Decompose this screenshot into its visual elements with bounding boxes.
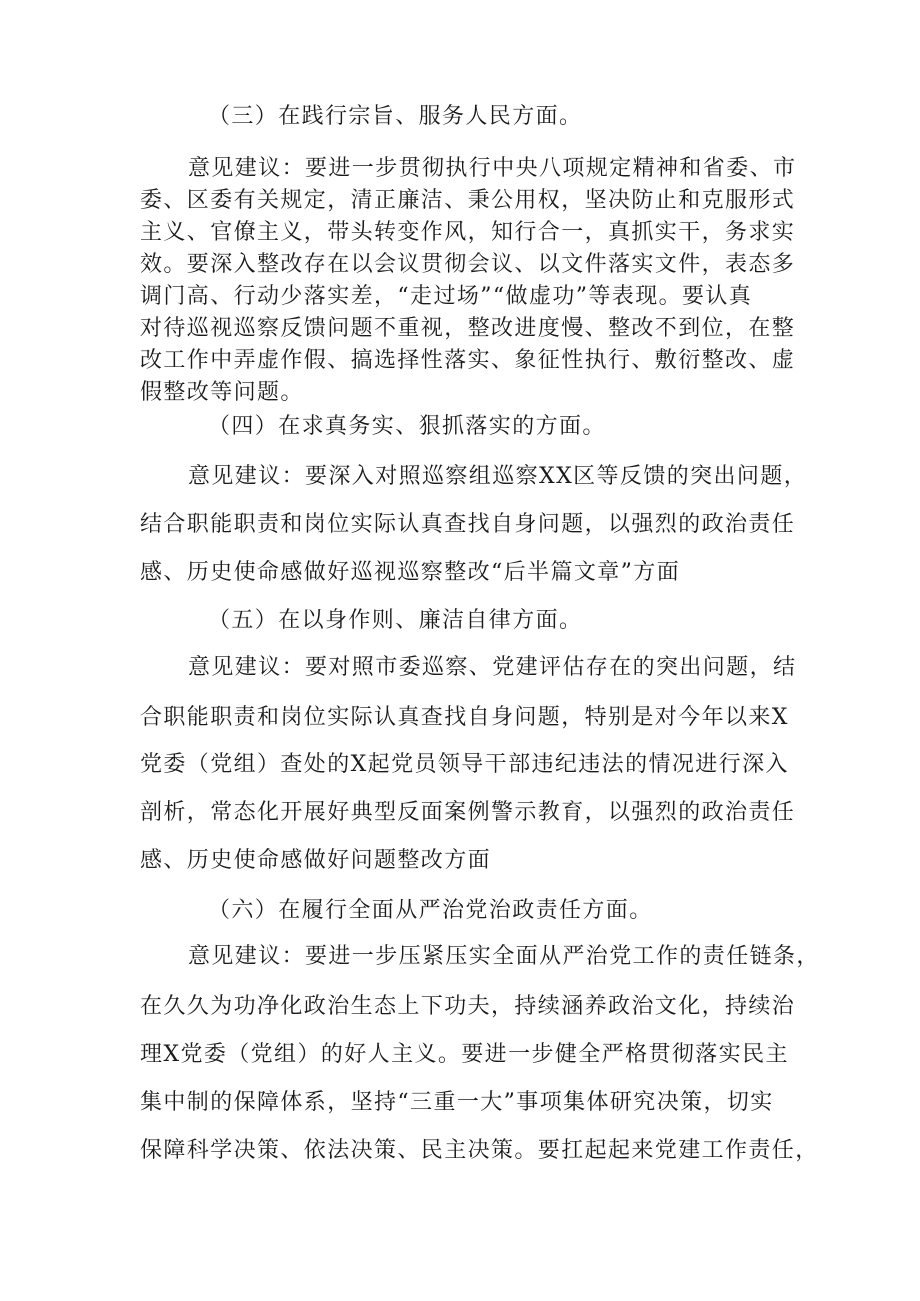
paragraph-line: 改工作中弄虚作假、搞选择性落实、象征性执行、敷衍整改、虚 xyxy=(140,348,796,373)
paragraph-line: 主义、官僚主义，带头转变作风，知行合一，真抓实干，务求实 xyxy=(140,220,796,245)
section-heading-5: （五）在以身作则、廉洁自律方面。 xyxy=(208,608,583,633)
paragraph-line: 保障科学决策、依法决策、民主决策。要扛起起来党建工作责任， xyxy=(140,1138,819,1163)
paragraph-line: 党委（党组）查处的X起党员领导干部违纪违法的情况进行深入 xyxy=(140,752,789,777)
paragraph-line: 调门高、行动少落实差，“走过场”“做虚功”等表现。要认真 xyxy=(140,284,753,309)
paragraph-line: 感、历史使命感做好巡视巡察整改“后半篇文章”方面 xyxy=(140,560,681,585)
paragraph-line: 感、历史使命感做好问题整改方面 xyxy=(140,848,492,873)
paragraph-line: 在久久为功净化政治生态上下功夫，持续涵养政治文化，持续治 xyxy=(140,994,796,1019)
paragraph-line: 效。要深入整改存在以会议贯彻会议、以文件落实文件，表态多 xyxy=(140,252,796,277)
section-heading-6: （六）在履行全面从严治党治政责任方面。 xyxy=(208,898,653,923)
paragraph-line: 意见建议：要进一步贯彻执行中央八项规定精神和省委、市 xyxy=(188,156,797,181)
section-heading-3: （三）在践行宗旨、服务人民方面。 xyxy=(208,104,583,129)
paragraph-line: 集中制的保障体系，坚持“三重一大”事项集体研究决策，切实 xyxy=(140,1090,774,1115)
paragraph-line: 对待巡视巡察反馈问题不重视，整改进度慢、整改不到位，在整 xyxy=(140,316,796,341)
paragraph-line: 意见建议：要对照市委巡察、党建评估存在的突出问题，结 xyxy=(188,655,797,680)
paragraph-line: 假整改等问题。 xyxy=(140,380,304,405)
paragraph-line: 剖析，常态化开展好典型反面案例警示教育，以强烈的政治责任 xyxy=(140,800,796,825)
paragraph-line: 理X党委（党组）的好人主义。要进一步健全严格贯彻落实民主 xyxy=(140,1042,789,1067)
paragraph-line: 意见建议：要深入对照巡察组巡察XX区等反馈的突出问题， xyxy=(188,464,808,489)
paragraph-line: 意见建议：要进一步压紧压实全面从严治党工作的责任链条， xyxy=(188,944,820,969)
paragraph-line: 合职能职责和岗位实际认真查找自身问题，特别是对今年以来X xyxy=(140,705,789,730)
paragraph-line: 结合职能职责和岗位实际认真查找自身问题，以强烈的政治责任 xyxy=(140,512,796,537)
paragraph-line: 委、区委有关规定，清正廉洁、秉公用权，坚决防止和克服形式 xyxy=(140,188,796,213)
section-heading-4: （四）在求真务实、狠抓落实的方面。 xyxy=(208,414,606,439)
